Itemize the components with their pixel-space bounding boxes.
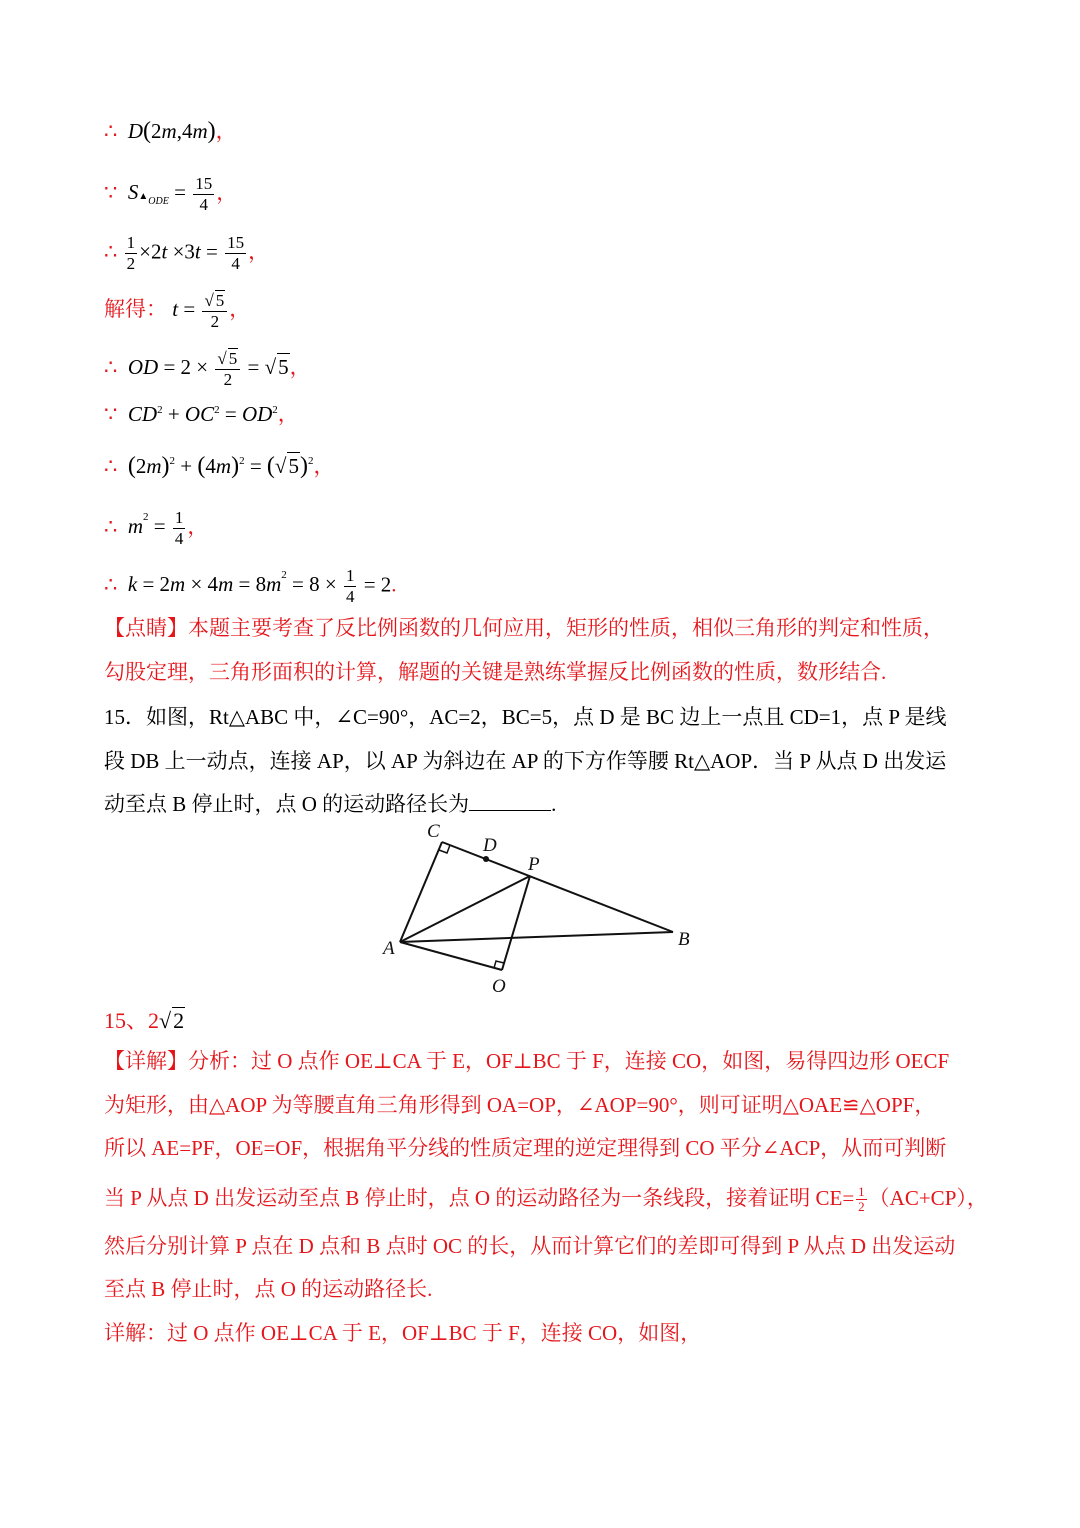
therefore-symbol: ∴ bbox=[104, 119, 118, 143]
because-symbol: ∵ bbox=[104, 180, 118, 205]
math-expression: ×2t ×3t = bbox=[139, 239, 218, 264]
fraction: $\frac{√ 5}{2}$ bbox=[202, 290, 227, 332]
math-expression: $m^2$ = bbox=[127, 511, 166, 539]
step-7: ∴ $(2m)^2 + (4m)^2 = (√5)^2$， bbox=[104, 453, 335, 479]
answer-line: 15、2√2 bbox=[104, 1008, 185, 1033]
step-9: ∴ $k = 2m \times 4m = 8m^2 = 8$ × $\frac{1}{4}$ = 2. bbox=[104, 566, 397, 606]
math-expression: = √5 bbox=[242, 354, 289, 379]
step-4: 解得： t = $\frac{√ 5}{2}$ ， bbox=[104, 291, 251, 331]
point-d bbox=[483, 856, 489, 862]
fraction: $\frac{1}{4}$ bbox=[174, 508, 184, 548]
analysis-tag: 【详解】 bbox=[104, 1049, 188, 1073]
analysis-block: 【详解】分析：过 O 点作 OE⊥CA 于 E，OF⊥BC 于 F，连接 CO，如图，易得四边形 OECF 为矩形，由△AOP 为等腰直角三角形得到 OA=OP，∠AOP=90°，则可证明△OAE≌△OPF， 所以 AE=PF，OE=OF，根据角平分线的性质定理的逆定理得到 CO 平分∠ACP，从而可判断 当 P 从点 D 出发运动至点 B 停止时，点 O 的运动路径为一条线段，接着证明 CE= $\frac{1}{2}$ （AC+CP）， 然后分别计算 P 点在 D 点和 B 点时 OC 的长，从而计算它们的差即可得到 P 从点 D 出发运动 至点 B 停止时，点 O 的运动路径长. 详解：过 O 点作 OE⊥CA 于 E，OF⊥BC 于 F，连接 CO，如图， bbox=[104, 1040, 980, 1355]
label-b: B bbox=[678, 929, 690, 950]
answer-blank bbox=[469, 792, 551, 811]
segment-ac bbox=[400, 842, 442, 942]
math-expression: = 2 bbox=[358, 572, 392, 597]
step-2: ∵ $S▲_{ODE}$ = $\frac{15}{4}$ ， bbox=[104, 174, 238, 214]
comment-block bbox=[104, 607, 980, 694]
therefore-symbol: ∴ bbox=[104, 354, 118, 379]
fraction: $\frac{√ 5}{2}$ bbox=[215, 348, 240, 390]
math-expression: OD = 2 × bbox=[127, 354, 209, 379]
segment-op bbox=[502, 876, 530, 970]
therefore-symbol: ∴ bbox=[104, 454, 118, 478]
therefore-symbol: ∴ bbox=[104, 239, 118, 264]
label-p: P bbox=[528, 854, 540, 875]
segment-ab bbox=[400, 932, 673, 942]
fraction: $\frac{1}{2}$ bbox=[126, 233, 136, 273]
label-d: D bbox=[483, 835, 497, 856]
problem-text: 15．如图，Rt△ABC 中，∠C=90°，AC=2，BC=5，点 D 是 BC 边上一点且 CD=1，点 P 是线 bbox=[104, 705, 947, 729]
math-expression: t bbox=[172, 296, 179, 321]
math-expression: D bbox=[122, 119, 144, 143]
fraction: $\frac{1}{2}$ bbox=[858, 1184, 865, 1215]
segment-ap bbox=[400, 876, 530, 942]
label-a: A bbox=[383, 938, 395, 959]
problem-block: 15．如图，Rt△ABC 中，∠C=90°，AC=2，BC=5，点 D 是 BC 边上一点且 CD=1，点 P 是线 段 DB 上一动点，连接 AP，以 AP 为斜边在 AP 的下方作等腰 Rt△AOP．当 P 从点 D 出发运 动至点 B 停止时，点 O 的运动路径长为 . bbox=[104, 696, 980, 827]
therefore-symbol: ∴ bbox=[104, 572, 118, 597]
segment-ao bbox=[400, 942, 502, 970]
math-expression: $k = 2m \times 4m = 8m^2 = 8$ × bbox=[127, 569, 337, 597]
comment-text: 勾股定理，三角形面积的计算，解题的关键是熟练掌握反比例函数的性质，数形结合. bbox=[104, 659, 887, 684]
label-c: C bbox=[427, 821, 440, 842]
step-3: ∴ $\frac{1}{2}$ ×2t ×3t = $\frac{15}{4}$ ， bbox=[104, 233, 270, 273]
comment-tag: 【点睛】 bbox=[104, 616, 188, 640]
fraction: $\frac{15}{4}$ bbox=[195, 174, 213, 214]
step-1: ∴ D(2m,4m)， bbox=[104, 118, 237, 144]
because-symbol: ∵ bbox=[104, 402, 118, 426]
therefore-symbol: ∴ bbox=[104, 514, 118, 539]
step-6: ∵ $CD^2 + OC^2 = OD^2$， bbox=[104, 402, 299, 426]
fraction: $\frac{1}{4}$ bbox=[345, 566, 355, 606]
geometry-figure bbox=[375, 820, 705, 1000]
step-5: ∴ OD = 2 × $\frac{√ 5}{2}$ = √5， bbox=[104, 349, 311, 389]
segment-cb bbox=[442, 842, 673, 932]
step-8: ∴ $m^2$ = $\frac{1}{4}$ ， bbox=[104, 508, 209, 548]
solve-label: 解得： bbox=[104, 296, 167, 321]
problem-text: 段 DB 上一动点，连接 AP，以 AP 为斜边在 AP 的下方作等腰 Rt△AOP．当 P 从点 D 出发运 bbox=[104, 748, 947, 773]
math-expression: $S▲_{ODE}$ = bbox=[127, 180, 186, 208]
detail-line: 详解：过 O 点作 OE⊥CA 于 E，OF⊥BC 于 F，连接 CO，如图， bbox=[104, 1320, 702, 1345]
math-expression: $CD^2 + OC^2 = OD^2$ bbox=[127, 402, 278, 426]
fraction: $\frac{15}{4}$ bbox=[227, 233, 245, 273]
label-o: O bbox=[492, 976, 506, 997]
comment-text: 本题主要考查了反比例函数的几何应用，矩形的性质，相似三角形的判定和性质， bbox=[188, 616, 944, 640]
math-expression: $(2m)^2 + (4m)^2 = (√5)^2$ bbox=[127, 453, 314, 479]
problem-text: 动至点 B 停止时，点 O 的运动路径长为 bbox=[104, 792, 470, 816]
